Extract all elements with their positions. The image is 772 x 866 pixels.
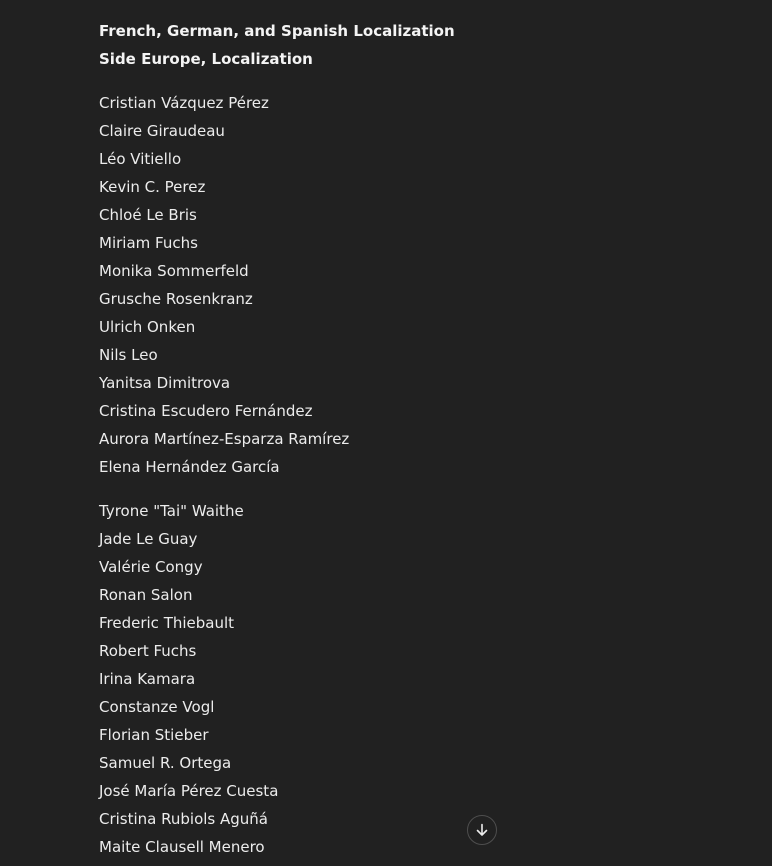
- group-spacer: [99, 481, 699, 497]
- credit-name: Monika Sommerfeld: [99, 262, 249, 280]
- credit-name: Aurora Martínez-Esparza Ramírez: [99, 430, 350, 448]
- credit-name: Chloé Le Bris: [99, 206, 197, 224]
- credit-name: Cristian Vázquez Pérez: [99, 94, 269, 112]
- credit-name: Nils Leo: [99, 346, 158, 364]
- scroll-to-bottom-button[interactable]: [467, 815, 497, 845]
- credit-name: Ulrich Onken: [99, 318, 196, 336]
- section-heading-side-europe: Side Europe, Localization: [99, 50, 313, 68]
- credit-name: Kevin C. Perez: [99, 178, 206, 196]
- credit-name: Maite Clausell Menero: [99, 838, 265, 856]
- credit-name: Claire Giraudeau: [99, 122, 225, 140]
- group-spacer: [99, 73, 699, 89]
- credit-name: Valérie Congy: [99, 558, 203, 576]
- credit-name: Constanze Vogl: [99, 698, 215, 716]
- credit-name: Tyrone "Tai" Waithe: [99, 502, 244, 520]
- credit-name: Robert Fuchs: [99, 642, 197, 660]
- credit-name: Irina Kamara: [99, 670, 196, 688]
- credit-group-2: [99, 497, 699, 861]
- section-heading-localization: French, German, and Spanish Localization: [99, 22, 455, 40]
- credit-name: José María Pérez Cuesta: [99, 782, 279, 800]
- credit-name: Miriam Fuchs: [99, 234, 198, 252]
- arrow-down-icon: [474, 822, 490, 838]
- credit-name: Samuel R. Ortega: [99, 754, 232, 772]
- credit-group-1: [99, 89, 699, 481]
- credit-name: Ronan Salon: [99, 586, 193, 604]
- credit-name: Elena Hernández García: [99, 458, 280, 476]
- credit-name: Jade Le Guay: [99, 530, 198, 548]
- credit-name: Grusche Rosenkranz: [99, 290, 253, 308]
- credit-name: Florian Stieber: [99, 726, 209, 744]
- credit-name: Cristina Rubiols Aguñá: [99, 810, 268, 828]
- credit-name: Yanitsa Dimitrova: [99, 374, 231, 392]
- credit-name: Cristina Escudero Fernández: [99, 402, 313, 420]
- credits-list: [99, 17, 699, 861]
- credit-name: Frederic Thiebault: [99, 614, 235, 632]
- credit-name: Léo Vitiello: [99, 150, 182, 168]
